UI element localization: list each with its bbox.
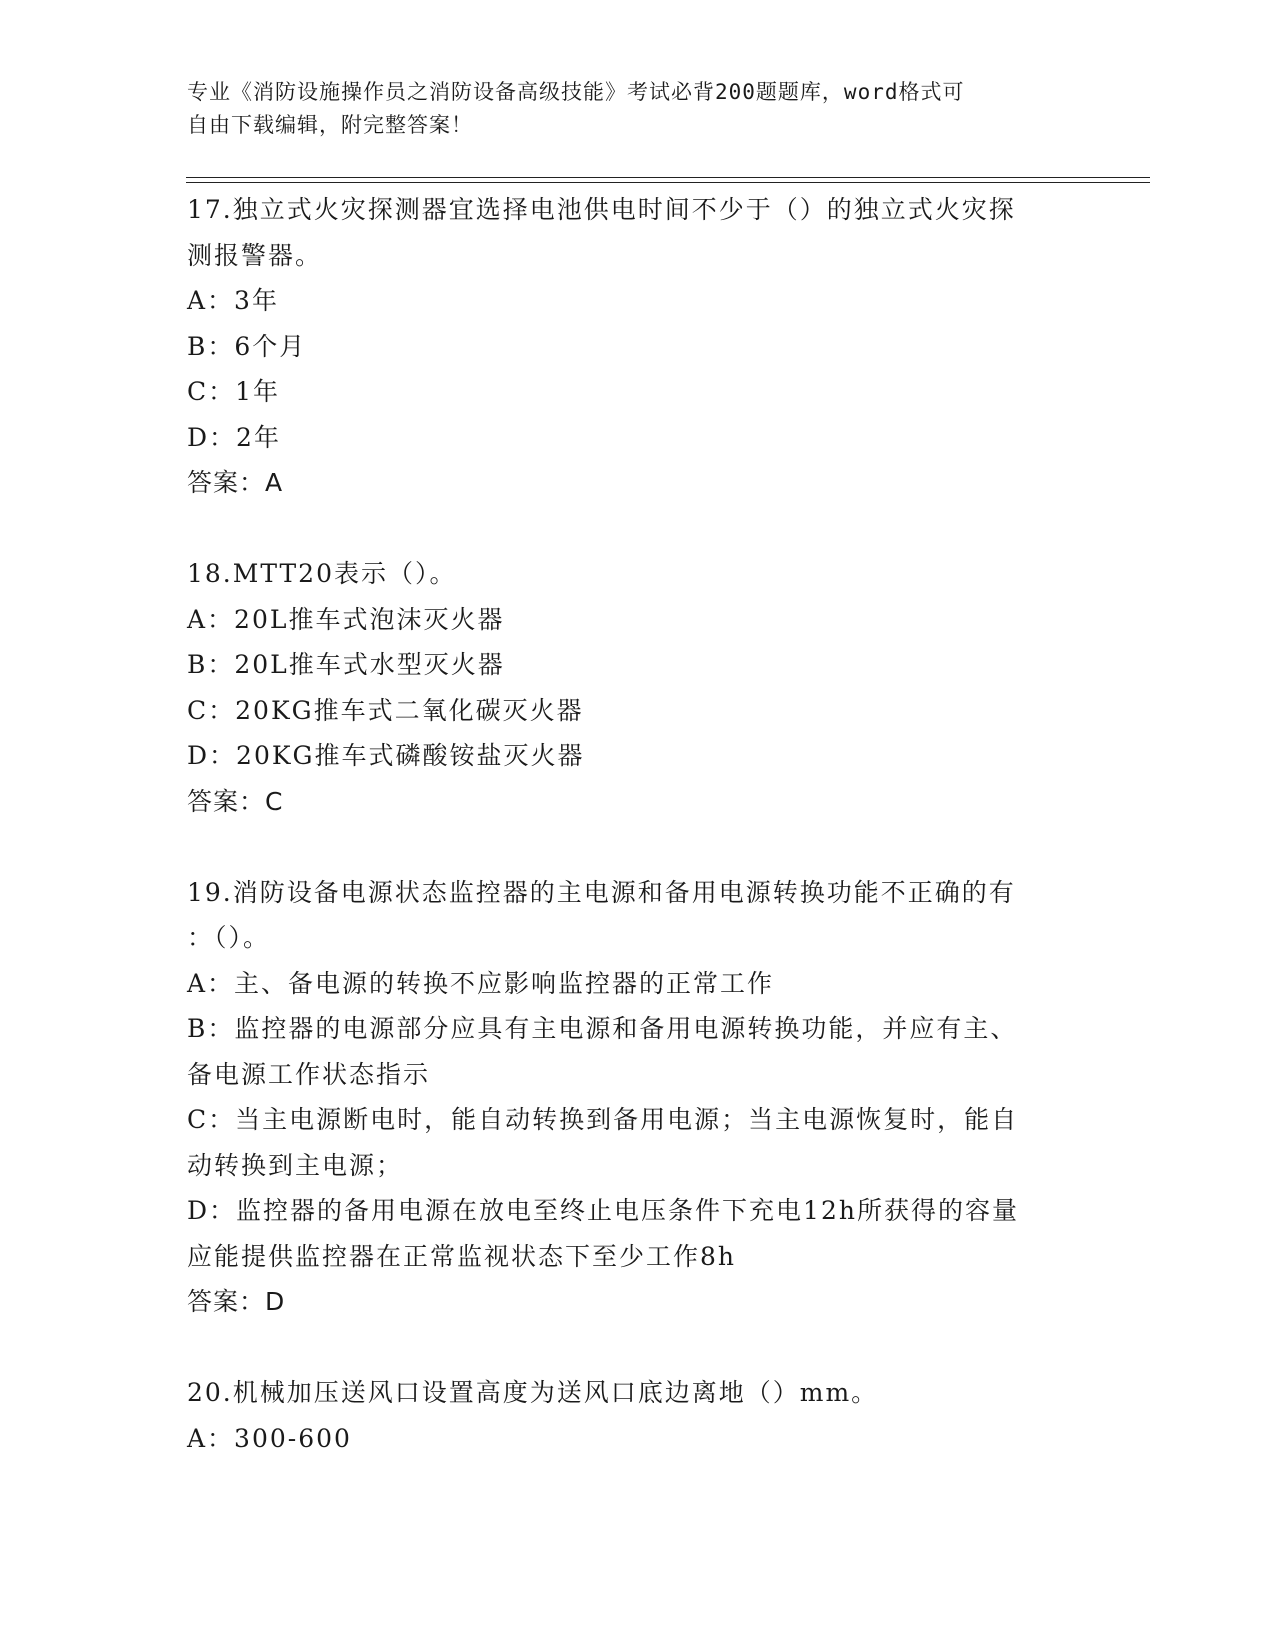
header-rule-top [186, 177, 1150, 178]
option-d-continued: 应能提供监控器在正常监视状态下至少工作8h [187, 1241, 737, 1271]
option-a: A：20L推车式泡沫灭火器 [187, 604, 505, 634]
option-d: D：2年 [187, 422, 281, 452]
header-line-2: 自由下载编辑，附完整答案！ [187, 113, 473, 137]
option-c: C：20KG推车式二氧化碳灭火器 [187, 695, 584, 725]
question-17 [187, 187, 1087, 506]
question-stem-line: 20.机械加压送风口设置高度为送风口底边离地（）mm。 [187, 1378, 879, 1407]
question-18 [187, 551, 1087, 824]
option-c-continued: 动转换到主电源； [187, 1150, 404, 1180]
option-d: D：20KG推车式磷酸铵盐灭火器 [187, 741, 585, 770]
document-header [187, 76, 1087, 142]
header-line-1: 专业《消防设施操作员之消防设备高级技能》考试必背200题题库，word格式可 [187, 80, 965, 104]
option-b: B：监控器的电源部分应具有主电源和备用电源转换功能，并应有主、 [187, 1014, 1018, 1043]
question-stem-line: 19.消防设备电源状态监控器的主电源和备用电源转换功能不正确的有 [187, 877, 1016, 907]
header-rule-bottom [186, 182, 1150, 183]
question-20 [187, 1370, 1087, 1461]
option-a: A：300-600 [187, 1423, 352, 1453]
answer-line: 答案：D [187, 1287, 286, 1316]
question-stem-line: 17.独立式火灾探测器宜选择电池供电时间不少于（）的独立式火灾探 [187, 195, 1016, 224]
question-stem-line: 测报警器。 [187, 240, 323, 270]
option-d: D：监控器的备用电源在放电至终止电压条件下充电12h所获得的容量 [187, 1196, 1019, 1225]
question-stem-line: 18.MTT20表示（）。 [187, 559, 457, 588]
option-c: C：当主电源断电时，能自动转换到备用电源；当主电源恢复时，能自 [187, 1105, 1019, 1134]
answer-line: 答案：C [187, 786, 284, 816]
option-a: A：主、备电源的转换不应影响监控器的正常工作 [187, 968, 775, 998]
question-19 [187, 870, 1087, 1325]
option-b: B：20L推车式水型灭火器 [187, 650, 505, 679]
option-b: B：6个月 [187, 331, 307, 361]
answer-line: 答案：A [187, 468, 284, 497]
question-list [187, 187, 1087, 1461]
option-c: C：1年 [187, 377, 281, 406]
option-b-continued: 备电源工作状态指示 [187, 1059, 431, 1089]
option-a: A：3年 [187, 286, 279, 315]
question-stem-line: ：（）。 [187, 923, 271, 952]
